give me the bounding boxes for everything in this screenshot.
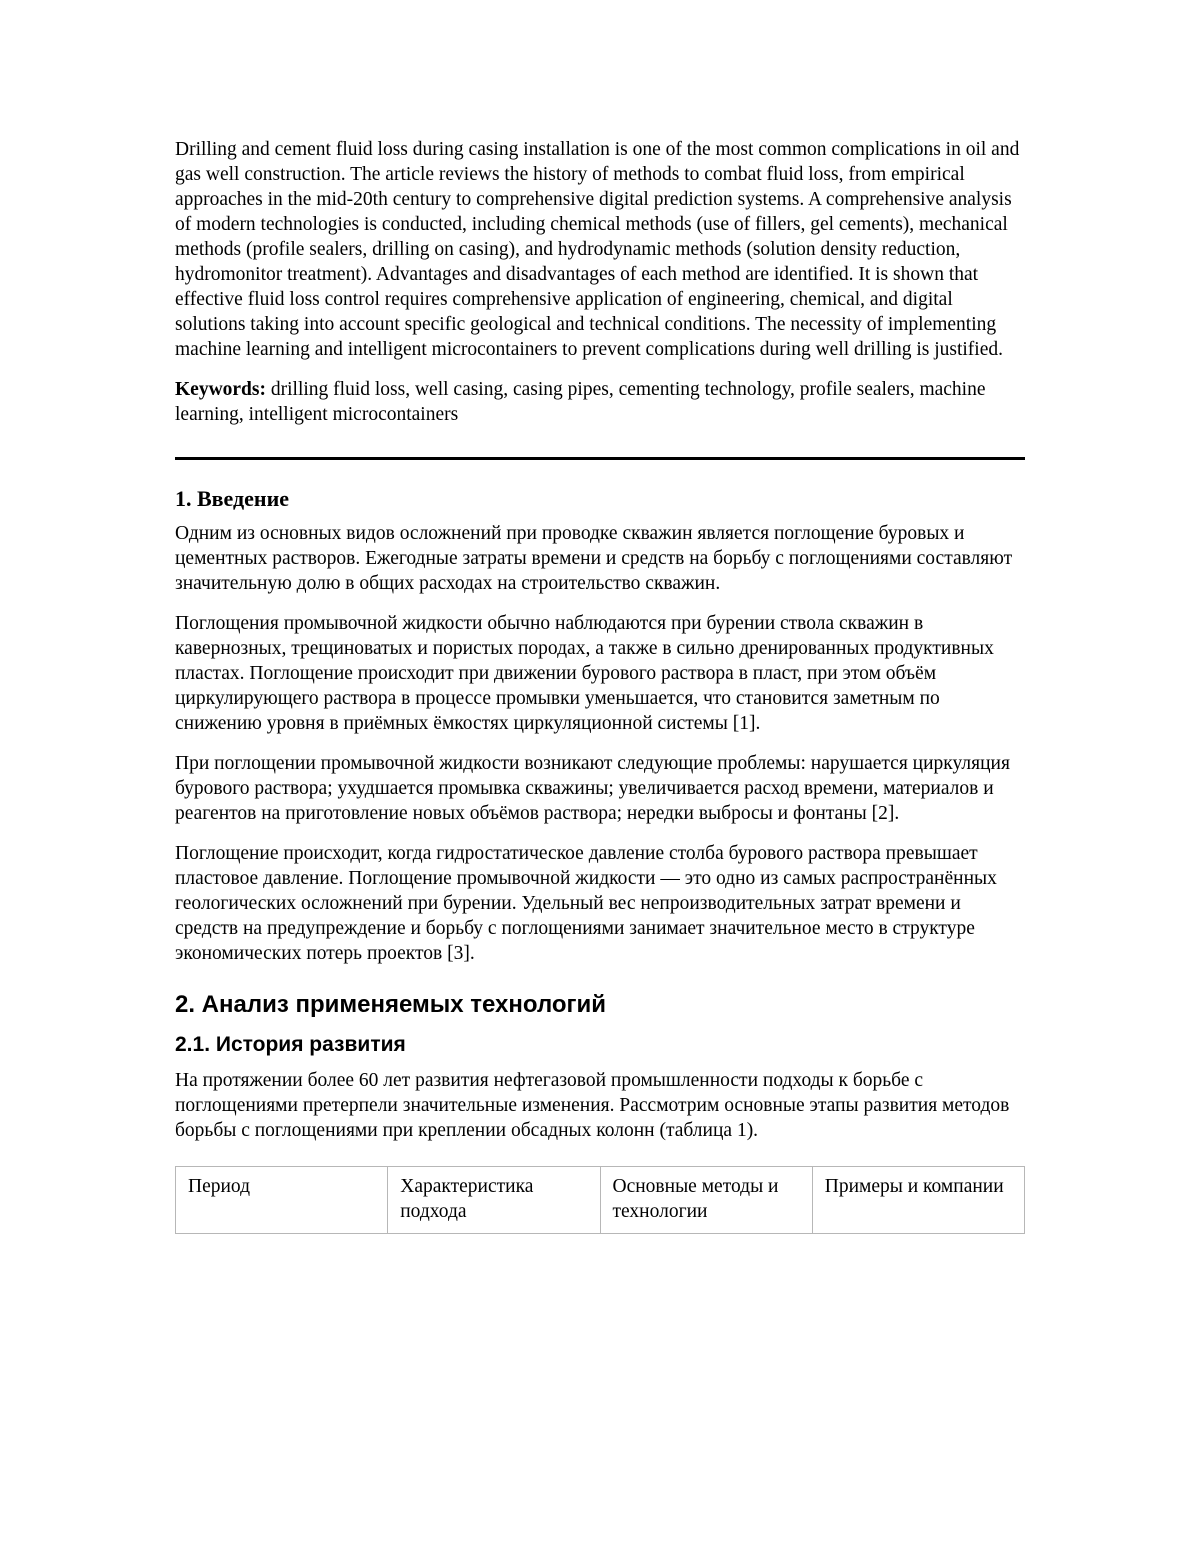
table-header-row [176, 1166, 1025, 1233]
intro-paragraph-3: При поглощении промывочной жидкости возникают следующие проблемы: нарушается циркуляция бурового раствора; ухудшается промывка скважины; увеличивается расход времени, материалов и реагентов на приготовление новых объёмов раствора; нередки выбросы и фонтаны [2]. [175, 753, 1010, 825]
document-page [175, 0, 1025, 1234]
keywords-paragraph [175, 378, 1025, 428]
table-header-cell-methods: Основные методы и технологии [600, 1166, 812, 1233]
abstract-paragraph: Drilling and cement fluid loss during casing installation is one of the most common complications in oil and gas well construction. The article reviews the history of methods to combat fluid loss, from empirical approaches in the mid-20th century to comprehensive digital prediction systems. A comprehensive analysis of modern technologies is conducted, including chemical methods (use of fillers, gel cements), mechanical methods (profile sealers, drilling on casing), and hydrodynamic methods (solution density reduction, hydromonitor treatment). Advantages and disadvantages of each method are identified. It is shown that effective fluid loss control requires comprehensive application of engineering, chemical, and digital solutions taking into account specific geological and technical conditions. The necessity of implementing machine learning and intelligent microcontainers to prevent complications during well drilling is justified. [175, 139, 1020, 360]
table-header-cell-examples: Примеры и компании [812, 1166, 1024, 1233]
keywords-text: drilling fluid loss, well casing, casing pipes, cementing technology, profile sealers, machine learning, intelligent microcontainers [175, 378, 986, 425]
intro-paragraph-1: Одним из основных видов осложнений при проводке скважин является поглощение буровых и цементных растворов. Ежегодные затраты времени и средств на борьбу с поглощениями составляют значительную долю в общих расходах на строительство скважин. [175, 523, 1013, 595]
intro-paragraph-4: Поглощение происходит, когда гидростатическое давление столба бурового раствора превышает пластовое давление. Поглощение промывочной жидкости — это одно из самых распространённых геологических осложнений при бурении. Удельный вес непроизводительных затрат времени и средств на предупреждение и борьбу с поглощениями занимает значительное место в структуре экономических потерь проектов [3]. [175, 842, 997, 964]
section-1-heading: 1. Введение [175, 486, 290, 512]
history-paragraph: На протяжении более 60 лет развития нефтегазовой промышленности подходы к борьбе с поглощениями претерпели значительные изменения. Рассмотрим основные этапы развития методов борьбы с поглощениями при креплении обсадных колонн (таблица 1). [175, 1069, 1010, 1141]
intro-paragraph-2: Поглощения промывочной жидкости обычно наблюдаются при бурении ствола скважин в кавернозных, трещиноватых и пористых породах, а также в сильно дренированных продуктивных пластах. Поглощение происходит при движении бурового раствора в пласт, при этом объём циркулирующего раствора в процессе промывки уменьшается, что становится заметным по снижению уровня в приёмных ёмкостях циркуляционной системы [1]. [175, 613, 994, 735]
keywords-label: Keywords: [175, 378, 266, 400]
table-header-cell-period: Период [176, 1166, 388, 1233]
table-header-cell-approach: Характеристика подхода [388, 1166, 600, 1233]
history-table [175, 1166, 1025, 1234]
section-divider [175, 457, 1025, 460]
section-2-heading: 2. Анализ применяемых технологий [175, 990, 607, 1018]
section-2-1-heading: 2.1. История развития [175, 1032, 406, 1056]
